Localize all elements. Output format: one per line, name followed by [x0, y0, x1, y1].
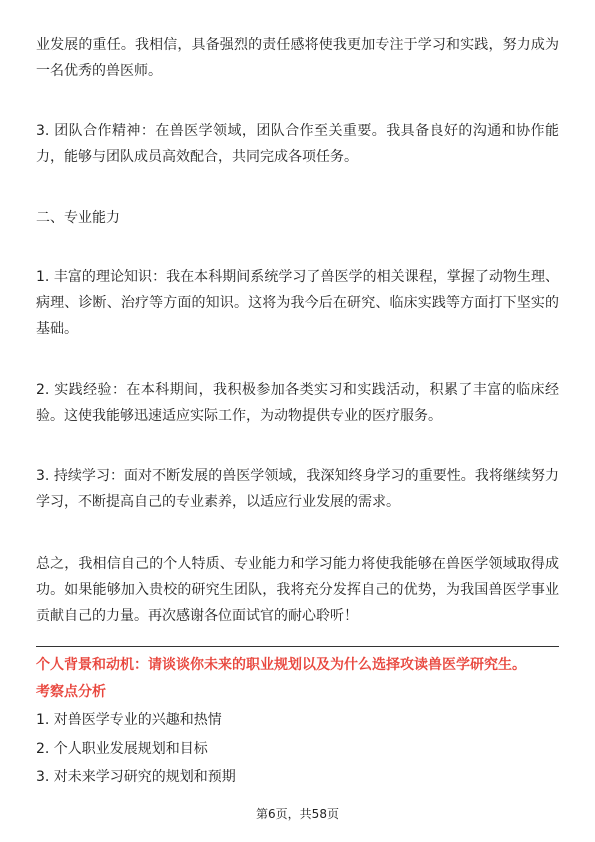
analysis-point: 2. 个人职业发展规划和目标	[36, 741, 208, 757]
analysis-point: 3. 对未来学习研究的规划和预期	[36, 769, 236, 785]
paragraph-responsibility-continued: 业发展的重任。我相信，具备强烈的责任感将使我更加专注于学习和实践，努力成为一名优秀的兽医师。	[36, 37, 559, 79]
question-title: 个人背景和动机：请谈谈你未来的职业规划以及为什么选择攻读兽医学研究生。	[36, 657, 526, 673]
page-number: 第6页，共58页	[256, 807, 339, 821]
paragraph-conclusion: 总之，我相信自己的个人特质、专业能力和学习能力将使我能够在兽医学领域取得成功。如果能够加入贵校的研究生团队，我将充分发挥自己的优势，为我国兽医学事业贡献自己的力量。再次感谢各位面试官的耐心聆听！	[36, 556, 559, 624]
analysis-label: 考察点分析	[36, 684, 106, 700]
paragraph-practical-experience: 2. 实践经验：在本科期间，我积极参加各类实习和实践活动，积累了丰富的临床经验。这使我能够迅速适应实际工作，为动物提供专业的医疗服务。	[36, 382, 559, 424]
paragraph-theoretical-knowledge: 1. 丰富的理论知识：我在本科期间系统学习了兽医学的相关课程，掌握了动物生理、病理、诊断、治疗等方面的知识。这将为我今后在研究、临床实践等方面打下坚实的基础。	[36, 269, 559, 337]
section-divider	[36, 646, 559, 647]
analysis-point: 1. 对兽医学专业的兴趣和热情	[36, 712, 222, 728]
paragraph-teamwork: 3. 团队合作精神：在兽医学领域，团队合作至关重要。我具备良好的沟通和协作能力，能够与团队成员高效配合，共同完成各项任务。	[36, 123, 559, 165]
section-heading-professional-ability: 二、专业能力	[36, 210, 120, 226]
paragraph-continuous-learning: 3. 持续学习：面对不断发展的兽医学领域，我深知终身学习的重要性。我将继续努力学习，不断提高自己的专业素养，以适应行业发展的需求。	[36, 468, 559, 510]
